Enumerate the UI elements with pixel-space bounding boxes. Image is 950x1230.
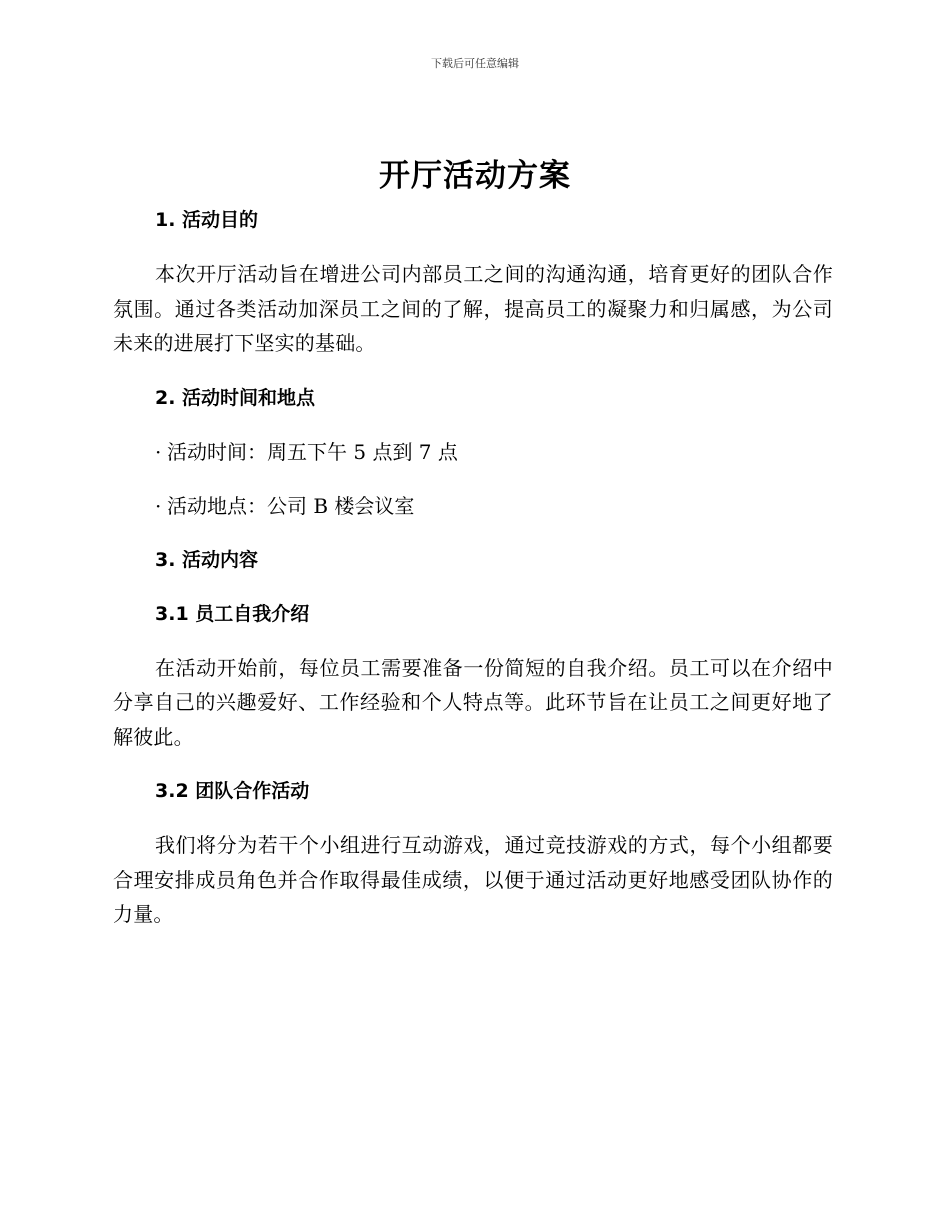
subsection-paragraph-team-activity: 我们将分为若干个小组进行互动游戏，通过竞技游戏的方式，每个小组都要合理安排成员角色并合作取得最佳成绩，以便于通过活动更好地感受团队协作的力量。 <box>113 833 833 926</box>
list-item-time <box>113 435 833 469</box>
header-note: 下载后可任意编辑 <box>431 57 519 70</box>
list-item-place <box>113 489 833 523</box>
section-heading-time-place: 2. 活动时间和地点 <box>155 386 316 409</box>
section-heading-purpose: 1. 活动目的 <box>155 209 259 231</box>
section-heading-content: 3. 活动内容 <box>155 548 259 571</box>
bullet-dot-icon: · <box>155 493 162 518</box>
document-body <box>113 203 833 932</box>
list-item-place-text: 活动地点：公司 B 楼会议室 <box>167 493 415 518</box>
section-paragraph-purpose: 本次开厅活动旨在增进公司内部员工之间的沟通沟通，培育更好的团队合作氛围。通过各类活动加深员工之间的了解，提高员工的凝聚力和归属感，为公司未来的进展打下坚实的基础。 <box>113 262 833 355</box>
document-title: 开厅活动方案 <box>379 158 571 194</box>
subsection-heading-team-activity: 3.2 团队合作活动 <box>155 780 310 802</box>
subsection-heading-self-intro: 3.1 员工自我介绍 <box>155 602 310 625</box>
bullet-dot-icon: · <box>155 439 162 464</box>
list-item-time-text: 活动时间：周五下午 5 点到 7 点 <box>167 439 458 464</box>
subsection-paragraph-self-intro: 在活动开始前，每位员工需要准备一份简短的自我介绍。员工可以在介绍中分享自己的兴趣爱好、工作经验和个人特点等。此环节旨在让员工之间更好地了解彼此。 <box>113 655 833 749</box>
